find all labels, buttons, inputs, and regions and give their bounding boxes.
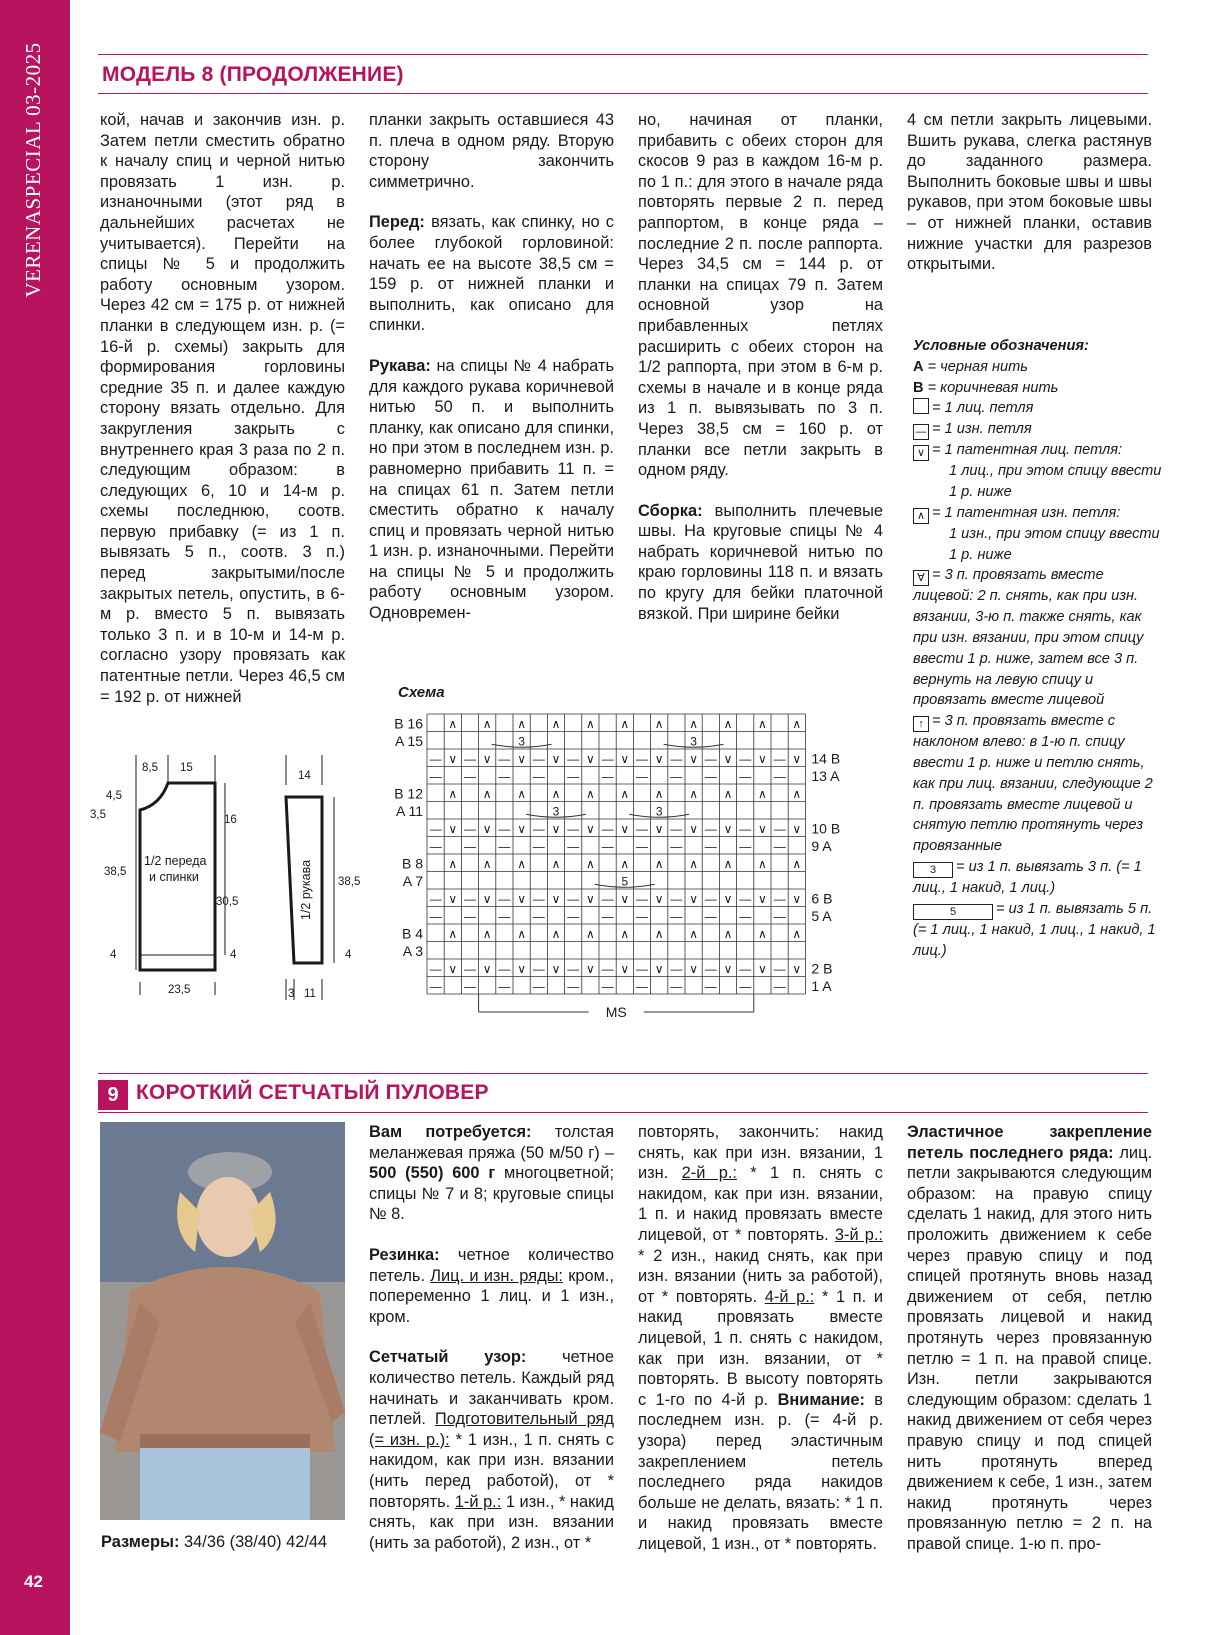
chart-cell-symbol: — — [601, 769, 614, 784]
chart-cell-symbol: — — [670, 769, 683, 784]
chart-cell-symbol: ∨ — [620, 821, 630, 836]
chart-cell-symbol: — — [567, 839, 580, 854]
chart-cell-symbol: — — [636, 891, 648, 906]
chart-cell-symbol: ∧ — [586, 716, 595, 731]
chart-row-label-left: A 3 — [402, 943, 423, 959]
chart-cell-symbol: ∨ — [723, 961, 733, 976]
chart-cell-symbol: — — [704, 769, 717, 784]
header-rule-bottom — [98, 93, 1148, 94]
chart-cell-symbol: — — [704, 891, 717, 906]
sizes: Размеры: 34/36 (38/40) 42/44 — [101, 1533, 328, 1551]
sleeve-dim-14: 14 — [298, 770, 311, 782]
legend-patent-knit: ∨ = 1 патентная лиц. петля: — [913, 440, 1168, 461]
chart-cell-symbol: — — [567, 751, 580, 766]
chart-cell-symbol: — — [704, 909, 717, 924]
chart-cell-symbol: ∧ — [792, 716, 802, 731]
chart-cell-symbol: — — [429, 891, 442, 906]
chart-cell-symbol: — — [704, 961, 717, 976]
chart-cell-symbol: — — [773, 979, 786, 994]
chart-cell-symbol: — — [773, 821, 786, 836]
chart-cell-symbol: ∨ — [517, 821, 526, 836]
chart-cell-symbol: — — [429, 909, 442, 924]
legend-dec3-left: ↑ = 3 п. провязать вместе с наклоном влево: в 1-ю п. спицу ввести 1 р. ниже и петлю снять, как при лиц. вязании, следующие 2 п. провязать вместе лицевой и снятую петлю протянуть через провязанные — [913, 713, 1153, 855]
model8-column-3 — [638, 110, 883, 644]
chart-cell-symbol: ∧ — [758, 716, 767, 731]
chart-cell-symbol: ∨ — [551, 891, 561, 906]
chart-cell-symbol: ∨ — [654, 821, 664, 836]
chart-cell-symbol: ∧ — [723, 716, 733, 731]
chart-cell-symbol: ∨ — [758, 961, 767, 976]
chart-cell-symbol: ∨ — [620, 891, 630, 906]
knitting-chart — [395, 710, 895, 1028]
chart-cell-symbol: — — [773, 909, 786, 924]
paragraph: но, начиная от планки, прибавить с обеих сторон для скосов 9 раз в каждом 16-м р. по 1 п.: для этого в начале ряда повторять первые 2 п. перед раппортом, в конце ряда – последние 2 п. после раппорта. Через 34,5 см = 144 р. от планки на спицах 79 п. Затем основной узор на прибавленных петлях расширить с обеих сторон на 1/2 раппорта, при этом в 6-м р. схемы в начале и в конце ряда из 1 п. вывязывать по 3 п. Через 38,5 см = 160 р. от планки все петли закрыть в одном ряду. — [638, 111, 883, 480]
sleeve-dim-4: 4 — [345, 949, 352, 961]
chart-cell-symbol: ∨ — [517, 961, 526, 976]
chart-cell-symbol: ∨ — [758, 891, 767, 906]
chart-cell-symbol: — — [601, 821, 614, 836]
chart-cell-symbol: ∨ — [448, 821, 458, 836]
chart-cell-symbol: ∨ — [758, 751, 767, 766]
chart-cell-symbol: — — [704, 979, 717, 994]
chart-cell-symbol: ∧ — [654, 926, 664, 941]
legend-yarn-b: B = коричневая нить — [913, 379, 1059, 396]
chart-cell-symbol: ∨ — [654, 961, 664, 976]
dim-15: 15 — [180, 762, 193, 774]
chart-cell-symbol: ∧ — [689, 926, 698, 941]
chart-cell-symbol: ∧ — [448, 856, 458, 871]
chart-cell-symbol: ∧ — [758, 856, 767, 871]
purl-symbol-icon: — — [913, 424, 929, 440]
chart-cell-symbol: — — [429, 821, 442, 836]
chart-cell-symbol: — — [636, 821, 648, 836]
dim-4-left: 4 — [110, 949, 117, 961]
chart-cell-symbol: — — [601, 979, 614, 994]
paragraph-assembly: Сборка: выполнить плечевые швы. На круговые спицы № 4 набрать коричневой нитью по краю горловины 118 п. и вязать по кругу для бейки платочной вязкой. При ширине бейки — [638, 501, 883, 623]
chart-cell-symbol: — — [670, 891, 683, 906]
dim-4-5: 4,5 — [106, 790, 122, 802]
model8-column-1 — [100, 110, 345, 727]
chart-cell-symbol: ∧ — [448, 716, 458, 731]
chart-cell-symbol: ∨ — [586, 821, 595, 836]
chart-cell-symbol: ∨ — [620, 751, 630, 766]
paragraph-sleeves: Рукава: на спицы № 4 набрать для каждого рукава коричневой нитью 50 п. и выполнить планку, как описано для спинки, но при этом в последнем изн. р. равномерно прибавить 11 п. = на спицах 61 п. Затем петли сместить обратно к началу спиц и провязать черной нитью 1 изн. р. изнаночными. Перейти на спицы № 5 и продолжить работу основным узором. Одновремен- — [369, 356, 614, 623]
paragraph: кой, начав и закончив изн. р. Затем петли сместить обратно к началу спиц и черной нитью провязать 1 изн. р. изнаночными (этот ряд в дальнейших расчетах не учитывается). Перейти на спицы № 5 и продолжить работу основным узором. Через 42 см = 175 р. от нижней планки в следующем изн. р. (= 16-й р. схемы) закрыть для формирования горловины средние 35 п. и далее каждую сторону вязать отдельно. Для закругления закрыть с внутреннего края 3 раза по 2 п. следующим образом: в следующих 6, 10 и 14-м р. схемы последнюю, соотв. первую прибавку (= из 1 п. вывязать 5 п., соотв. 3 п.) перед закрытыми/после закрытых петель, опустить, в 6-м р. вместо 5 п. вывязать только 3 п. и в 10-м и 14-м р. согласно узору провязать как патентные петли. Через 46,5 см = 192 р. от нижней — [100, 111, 345, 706]
chart-cell-symbol: ∨ — [792, 751, 802, 766]
chart-cell-symbol: — — [429, 751, 442, 766]
legend-yarn-a: A = черная нить — [913, 358, 1028, 375]
chart-cell-symbol: ∧ — [517, 716, 526, 731]
legend-title: Условные обозначения: — [913, 338, 1089, 354]
chart-cell-symbol: ∧ — [551, 926, 561, 941]
chart-cell-symbol: ∧ — [723, 926, 733, 941]
chart-cell-symbol: ∧ — [586, 786, 595, 801]
paragraph-mesh-cont: повторять, закончить: накид снять, как при изн. вязании, 1 изн. 2-й р.: * 1 п. снять с накидом, как при изн. вязании, 1 п. и накид провязать вместе лицевой, от * повторять. 3-й р.: * 2 изн., накид снять, как при изн. вязании (нить за работой), от * повторять. 4-й р.: * 1 п. и накид провязать вместе лицевой, 1 п. снять с накидом, как при изн. вязании, от * повторять. В высоту повторять с 1-го по 4-й р. Внимание: в последнем изн. р. (= 4-й р. узора) перед эластичным закреплением петель последнего ряда накидов больше не делать, вязать: * 1 п. и накид провязать вместе лицевой, 1 изн., от * повторять. — [638, 1123, 883, 1553]
chart-increase-label: 3 — [690, 734, 697, 749]
chart-cell-symbol: — — [464, 821, 476, 836]
chart-cell-symbol: ∨ — [448, 961, 458, 976]
chart-cell-symbol: — — [739, 821, 752, 836]
inc5-icon: 5 — [913, 904, 993, 920]
section-title: МОДЕЛЬ 8 (ПРОДОЛЖЕНИЕ) — [102, 63, 404, 86]
body-label-2: и спинки — [149, 870, 199, 884]
dec3-icon: ∀ — [913, 570, 929, 586]
chart-cell-symbol: — — [773, 961, 786, 976]
chart-cell-symbol: — — [636, 961, 648, 976]
chart-cell-symbol: — — [429, 961, 442, 976]
paragraph-rib: Резинка: четное количество петель. Лиц. и изн. ряды: кром., попеременно 1 лиц. и 1 изн., кром. — [369, 1245, 614, 1326]
chart-cell-symbol: — — [773, 751, 786, 766]
chart-row-label-left: B 8 — [401, 855, 423, 872]
chart-cell-symbol: — — [601, 909, 614, 924]
chart-cell-symbol: — — [670, 821, 683, 836]
paragraph-front: Перед: вязать, как спинку, но с более глубокой горловиной: начать ее на высоте 38,5 см = 159 р. от нижней планки и выполнить, как описано для спинки. — [369, 213, 614, 335]
chart-cell-symbol: — — [739, 769, 752, 784]
chart-cell-symbol: ∧ — [620, 856, 630, 871]
chart-cell-symbol: — — [498, 751, 511, 766]
chart-cell-symbol: ∨ — [482, 891, 492, 906]
chart-cell-symbol: ∧ — [758, 786, 767, 801]
chart-cell-symbol: ∨ — [551, 751, 561, 766]
chart-row-label-left: A 15 — [394, 733, 423, 749]
chart-cell-symbol: — — [567, 821, 580, 836]
model9-column-4 — [907, 1122, 1152, 1574]
model8-column-2 — [369, 110, 614, 644]
chart-cell-symbol: — — [704, 821, 717, 836]
chart-cell-symbol: — — [464, 961, 476, 976]
chart-cell-symbol: ∧ — [586, 926, 595, 941]
chart-increase-label: 3 — [552, 804, 560, 819]
chart-cell-symbol: — — [739, 961, 752, 976]
chart-cell-symbol: ∨ — [551, 821, 561, 836]
dim-38-5: 38,5 — [104, 866, 127, 878]
chart-row-label-right: 1 A — [811, 978, 832, 994]
chart-cell-symbol: — — [567, 769, 580, 784]
patent-purl-icon: ∧ — [913, 508, 929, 524]
dim-30-5: 30,5 — [216, 896, 239, 908]
sleeve-dim-11: 11 — [304, 988, 316, 1000]
chart-repeat-label: MS — [605, 1004, 627, 1020]
chart-cell-symbol: — — [429, 769, 442, 784]
chart-cell-symbol: — — [498, 909, 511, 924]
chart-title: Схема — [398, 684, 445, 701]
chart-cell-symbol: ∨ — [689, 961, 698, 976]
model-photo — [100, 1122, 345, 1520]
magazine-title: VERENASPECIAL 03-2025 — [21, 42, 45, 298]
chart-cell-symbol: ∧ — [792, 786, 802, 801]
chart-cell-symbol: ∧ — [448, 786, 458, 801]
knit-symbol-icon — [913, 398, 929, 414]
chart-cell-symbol: ∨ — [723, 751, 733, 766]
chart-cell-symbol: ∧ — [689, 716, 698, 731]
chart-cell-symbol: ∧ — [654, 786, 664, 801]
model8-column-4 — [907, 110, 1152, 295]
chart-row-label-right: 5 A — [811, 908, 832, 924]
chart-cell-symbol: ∨ — [689, 751, 698, 766]
chart-cell-symbol: — — [464, 751, 476, 766]
chart-cell-symbol: ∨ — [517, 751, 526, 766]
chart-cell-symbol: ∧ — [620, 926, 630, 941]
chart-cell-symbol: — — [636, 769, 648, 784]
paragraph-bindoff: Эластичное закрепление петель последнего ряда: лиц. петли закрываются следующим образом: на правую спицу сделать 1 накид, для этого нить проложить движением к себе через правую спицу и под спицей протянуть вновь назад движением от себя, петлю провязать лицевой и накид протянуть через провязанную петлю = 1 п. на правой спице. Изн. петли закрываются следующим образом: сделать 1 накид движением от себя через правую спицу и под спицей нить протянуть вперед движением к себе, 1 изн., затем накид протянуть через провязанную петлю = 2 п. на правой спице. 1-ю п. про- — [907, 1123, 1153, 1553]
chart-cell-symbol: — — [670, 751, 683, 766]
chart-cell-symbol: ∧ — [689, 856, 698, 871]
chart-row-label-left: A 11 — [396, 803, 423, 819]
chart-cell-symbol: — — [601, 891, 614, 906]
page-number: 42 — [24, 1572, 43, 1591]
chart-cell-symbol: — — [739, 891, 752, 906]
chart-cell-symbol: — — [739, 839, 752, 854]
chart-cell-symbol: — — [532, 961, 545, 976]
chart-cell-symbol: — — [464, 909, 476, 924]
chart-cell-symbol: ∨ — [448, 891, 458, 906]
sec9-rule-top — [98, 1073, 1148, 1074]
chart-row-label-right: 10 B — [811, 820, 841, 837]
dim-4-right: 4 — [230, 949, 237, 961]
chart-cell-symbol: ∧ — [482, 716, 492, 731]
chart-row-label-right: 13 A — [811, 768, 840, 784]
chart-cell-symbol: ∧ — [482, 786, 492, 801]
chart-cell-symbol: — — [498, 821, 511, 836]
chart-cell-symbol: ∨ — [792, 821, 802, 836]
chart-row-label-right: 2 B — [811, 960, 833, 977]
chart-cell-symbol: ∨ — [586, 961, 595, 976]
legend-patent-purl: ∧ = 1 патентная изн. петля: — [913, 503, 1168, 524]
chart-row-label-right: 9 A — [811, 838, 832, 854]
chart-cell-symbol: — — [739, 909, 752, 924]
chart-cell-symbol: ∧ — [654, 856, 664, 871]
chart-cell-symbol: — — [567, 891, 580, 906]
chart-cell-symbol: — — [636, 909, 648, 924]
body-label-1: 1/2 переда — [144, 854, 207, 868]
inc3-icon: 3 — [913, 862, 953, 878]
chart-cell-symbol: — — [773, 769, 786, 784]
chart-cell-symbol: ∨ — [654, 751, 664, 766]
dec3-left-icon: ↑ — [913, 716, 929, 732]
chart-cell-symbol: ∨ — [723, 821, 733, 836]
chart-cell-symbol: — — [498, 961, 511, 976]
legend-inc5: 5 = из 1 п. вывязать 5 п. (= 1 лиц., 1 накид, 1 лиц., 1 накид, 1 лиц.) — [913, 900, 1156, 959]
chart-cell-symbol: — — [532, 891, 545, 906]
chart-cell-symbol: — — [704, 839, 717, 854]
chart-cell-symbol: ∧ — [792, 856, 802, 871]
chart-cell-symbol: ∧ — [620, 716, 630, 731]
chart-cell-symbol: — — [464, 839, 476, 854]
chart-row-label-right: 14 B — [811, 750, 841, 767]
sleeve-dim-38-5: 38,5 — [338, 876, 361, 888]
sec9-rule-bottom — [98, 1112, 1148, 1113]
chart-cell-symbol: ∨ — [620, 961, 630, 976]
chart-cell-symbol: ∨ — [448, 751, 458, 766]
chart-cell-symbol: ∧ — [517, 786, 526, 801]
legend-inc3: 3 = из 1 п. вывязать 3 п. (= 1 лиц., 1 накид, 1 лиц.) — [913, 858, 1142, 896]
chart-cell-symbol: ∨ — [689, 821, 698, 836]
chart-cell-symbol: ∨ — [689, 891, 698, 906]
chart-increase-label: 3 — [518, 734, 525, 749]
chart-cell-symbol: — — [532, 909, 545, 924]
chart-cell-symbol: ∧ — [448, 926, 458, 941]
patent-knit-icon: ∨ — [913, 445, 929, 461]
chart-cell-symbol: ∨ — [551, 961, 561, 976]
chart-cell-symbol: — — [670, 909, 683, 924]
chart-increase-label: 5 — [621, 874, 629, 889]
chart-cell-symbol: — — [704, 751, 717, 766]
chart-cell-symbol: ∧ — [551, 856, 561, 871]
chart-cell-symbol: — — [429, 979, 442, 994]
chart-row-label-left: B 12 — [394, 785, 423, 802]
chart-cell-symbol: — — [567, 979, 580, 994]
chart-cell-symbol: — — [532, 839, 545, 854]
chart-cell-symbol: ∧ — [482, 926, 492, 941]
chart-cell-symbol: — — [498, 891, 511, 906]
chart-cell-symbol: ∨ — [586, 891, 595, 906]
chart-cell-symbol: — — [498, 769, 511, 784]
chart-cell-symbol: — — [670, 979, 683, 994]
chart-cell-symbol: ∧ — [723, 786, 733, 801]
model9-column-3 — [638, 1122, 883, 1574]
chart-row-label-left: B 4 — [401, 925, 423, 942]
chart-cell-symbol: — — [464, 891, 476, 906]
chart-cell-symbol: ∨ — [792, 891, 802, 906]
chart-cell-symbol: ∨ — [723, 891, 733, 906]
paragraph-mesh: Сетчатый узор: четное количество петель. Каждый ряд начинать и заканчивать кром. петлей. Подготовительный ряд (= изн. р.): * 1 изн., 1 п. снять с накидом, как при изн. вязании (нить перед работой), от * повторять. 1-й р.: 1 изн., * накид снять, как при изн. вязании (нить за работой), 2 изн., от * — [369, 1348, 614, 1552]
chart-cell-symbol: — — [636, 979, 648, 994]
chart-row-label-left: A 7 — [402, 873, 423, 889]
legend-knit: = 1 лиц. петля — [913, 398, 1168, 419]
chart-cell-symbol: ∧ — [723, 856, 733, 871]
chart-cell-symbol: — — [498, 839, 511, 854]
chart-cell-symbol: — — [601, 751, 614, 766]
chart-cell-symbol: ∧ — [517, 856, 526, 871]
chart-cell-symbol: ∧ — [758, 926, 767, 941]
legend-patent-purl-desc: 1 изн., при этом спицу ввести 1 р. ниже — [949, 525, 1160, 563]
sleeve-label: 1/2 рукава — [299, 859, 313, 921]
chart-cell-symbol: ∨ — [654, 891, 664, 906]
chart-cell-symbol: — — [532, 821, 545, 836]
chart-cell-symbol: — — [532, 769, 545, 784]
chart-cell-symbol: — — [601, 961, 614, 976]
chart-cell-symbol: ∧ — [620, 786, 630, 801]
chart-cell-symbol: ∨ — [482, 821, 492, 836]
chart-cell-symbol: — — [670, 961, 683, 976]
legend-purl: — = 1 изн. петля — [913, 419, 1168, 440]
chart-cell-symbol: — — [773, 891, 786, 906]
legend-patent-knit-desc: 1 лиц., при этом спицу ввести 1 р. ниже — [949, 463, 1162, 500]
sleeve-dim-3: 3 — [288, 988, 295, 1000]
chart-cell-symbol: ∨ — [586, 751, 595, 766]
chart-cell-symbol: ∧ — [689, 786, 698, 801]
chart-cell-symbol: — — [636, 839, 648, 854]
chart-cell-symbol: — — [567, 909, 580, 924]
chart-cell-symbol: ∨ — [758, 821, 767, 836]
dim-3-5: 3,5 — [90, 809, 106, 821]
chart-cell-symbol: ∧ — [551, 786, 561, 801]
dim-16: 16 — [224, 814, 237, 826]
chart-row-label-right: 6 B — [811, 890, 833, 907]
chart-cell-symbol: ∨ — [792, 961, 802, 976]
header-rule-top — [98, 54, 1148, 55]
section-number: 9 — [98, 1080, 128, 1110]
chart-cell-symbol: ∧ — [482, 856, 492, 871]
paragraph: 4 см петли закрыть лицевыми. Вшить рукава, слегка растянув до заданного размера. Выполнить боковые швы и швы рукавов, при этом боковые швы – от нижней планки, оставив нижние участки для разрезов открытыми. — [907, 111, 1152, 274]
section-title-9: КОРОТКИЙ СЕТЧАТЫЙ ПУЛОВЕР — [136, 1081, 489, 1104]
chart-cell-symbol: — — [464, 769, 476, 784]
legend-dec3: ∀ = 3 п. провязать вместе лицевой: 2 п. снять, как при изн. вязании, 3-ю п. также снять, как при изн. вязании, при этом спицу ввести 1 р. ниже, затем все 3 п. вернуть на левую спицу и провязать вместе лицевой — [913, 567, 1144, 709]
chart-cell-symbol: — — [429, 839, 442, 854]
chart-cell-symbol: — — [532, 751, 545, 766]
chart-cell-symbol: ∧ — [654, 716, 664, 731]
chart-cell-symbol: — — [739, 979, 752, 994]
chart-cell-symbol: ∧ — [586, 856, 595, 871]
chart-cell-symbol: ∨ — [482, 751, 492, 766]
chart-cell-symbol: ∧ — [551, 716, 561, 731]
chart-cell-symbol: — — [601, 839, 614, 854]
chart-cell-symbol: — — [636, 751, 648, 766]
chart-cell-symbol: — — [773, 839, 786, 854]
chart-cell-symbol: — — [464, 979, 476, 994]
garment-schematic — [90, 755, 390, 1005]
dim-8-5: 8,5 — [142, 762, 158, 774]
chart-cell-symbol: — — [670, 839, 683, 854]
chart-cell-symbol: ∨ — [517, 891, 526, 906]
chart-cell-symbol: — — [739, 751, 752, 766]
chart-cell-symbol: — — [532, 979, 545, 994]
paragraph-materials: Вам потребуется: толстая меланжевая пряжа (50 м/50 г) – 500 (550) 600 г многоцветной; спицы № 7 и 8; круговые спицы № 8. — [369, 1123, 614, 1224]
chart-cell-symbol: ∨ — [482, 961, 492, 976]
model9-column-2 — [369, 1122, 614, 1573]
magazine-spine — [0, 0, 70, 1635]
chart-cell-symbol: — — [498, 979, 511, 994]
chart-cell-symbol: ∧ — [517, 926, 526, 941]
chart-cell-symbol: — — [567, 961, 580, 976]
chart-row-label-left: B 16 — [394, 715, 423, 732]
chart-increase-label: 3 — [655, 804, 663, 819]
paragraph: планки закрыть оставшиеся 43 п. плеча в одном ряду. Вторую сторону закончить симметрично. — [369, 111, 614, 191]
chart-cell-symbol: ∧ — [792, 926, 802, 941]
chart-legend — [913, 336, 1168, 961]
dim-23-5: 23,5 — [168, 984, 191, 996]
